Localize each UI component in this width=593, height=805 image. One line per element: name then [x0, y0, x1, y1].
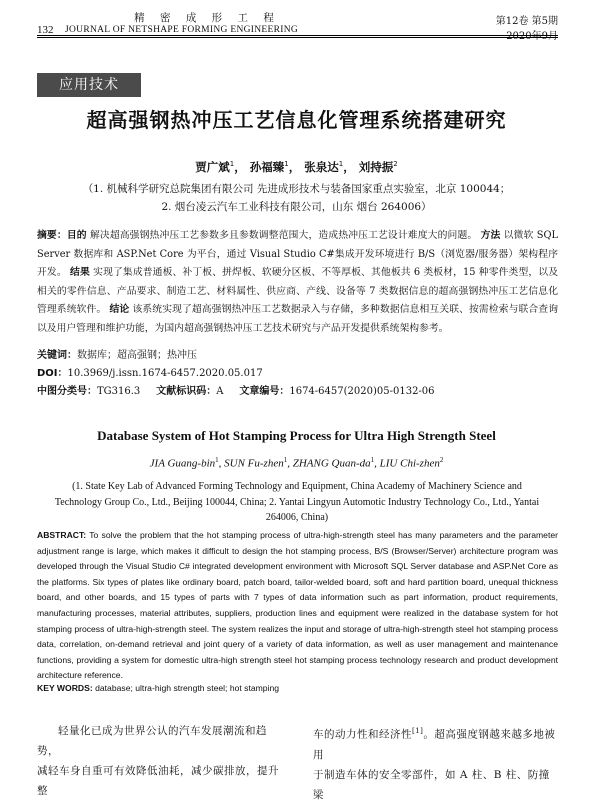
- keywords-en-value: database; ultra-high strength steel; hot stamping: [95, 683, 280, 693]
- method-label: 方法: [480, 230, 501, 241]
- author-name-en: SUN Fu-zhen: [224, 457, 284, 470]
- purpose-label: 目的: [66, 230, 87, 241]
- author-aff-en: 2: [439, 456, 444, 464]
- header-rule: [37, 35, 558, 36]
- author-name-en: LIU Chi-zhen: [379, 457, 440, 470]
- author-aff: 1: [229, 160, 235, 169]
- page-number: 132: [37, 24, 54, 36]
- running-header: [37, 8, 558, 56]
- affiliation-cn-line: （1. 机械科学研究总院集团有限公司 先进成形技术与装备国家重点实验室，北京 100044；: [82, 183, 511, 195]
- authors-en: JIA Guang-bin$^1$, SUN Fu-zhen$^1$, ZHANG Quan-$da^1$, LIU Chi-zhen$^2$: [149, 456, 444, 470]
- abstract-conclusion: 该系统实现了超高强钢热冲压工艺数据录入与存储，多种数据信息相互关联、按需检索与联合查询以及用户管理和维护功能，为国内超高强钢热冲压工艺技术研究与产品开发提供系统架构参考。: [37, 304, 558, 334]
- body-column-right: [313, 721, 558, 805]
- abstract-method: 以微软 SQL Server 数据库和 ASP.Net Core 为平台，通过 Visual Studio C#集成开发环境进行 B/S（浏览器/服务器）架构程序开发。: [37, 230, 559, 279]
- article-number-label: 文章编号：: [239, 386, 290, 397]
- author-name-en: JIA Guang-bin: [149, 457, 216, 470]
- abstract-label: 摘要：: [37, 230, 67, 241]
- citation-ref: [1]: [412, 727, 424, 735]
- body-line: 于制造车体的安全零部件，如 A 柱、B 柱、防撞梁: [313, 768, 550, 801]
- author-name-en: ZHANG Quan-da: [292, 457, 371, 470]
- journal-name-cn: 精 密 成 形 工 程: [134, 12, 280, 24]
- doi-label: DOI：: [37, 368, 68, 379]
- author-aff-en: 1: [215, 456, 219, 464]
- header-rule-thin: [37, 37, 558, 38]
- affiliation-cn-line: 2. 烟台凌云汽车工业科技有限公司，山东 烟台 264006）: [161, 201, 432, 213]
- author-name: 张泉达: [304, 160, 339, 174]
- clc-label: 中图分类号：: [37, 386, 97, 397]
- doi-line: [37, 364, 263, 379]
- abstract-cn: [37, 227, 558, 339]
- author-name: 孙福臻: [249, 160, 285, 174]
- title-en: Database System of Hot Stamping Process for Ultra High Strength Steel: [97, 428, 496, 443]
- author-aff: 2: [393, 160, 398, 169]
- body-column-left: [37, 721, 282, 801]
- author-aff: 1: [284, 160, 289, 169]
- author-name: 贾广斌: [195, 160, 230, 174]
- article-number-value: 1674-6457(2020)05-0132-06: [289, 386, 435, 397]
- body-text: 。超高强度钢越来越多地被用: [313, 728, 556, 761]
- authors-cn: 贾广斌$^1$， 孙福臻$^1$， 张泉达$^1$， 刘持振$^2$: [195, 160, 398, 174]
- keywords-en-label: KEY WORDS:: [37, 683, 93, 693]
- issue-date: 2020年9月: [506, 31, 558, 42]
- abstract-en-label: ABSTRACT:: [37, 530, 87, 540]
- author-aff-en: 1: [283, 456, 288, 464]
- author-name: 刘持振: [358, 160, 394, 174]
- keywords-cn: [37, 346, 197, 361]
- keywords-value: 数据库；超高强钢；热冲压: [77, 350, 197, 361]
- title-cn: 超高强钢热冲压工艺信息化管理系统搭建研究: [86, 108, 507, 132]
- conclusion-label: 结论: [109, 304, 130, 316]
- result-label: 结果: [70, 267, 90, 279]
- keywords-en: [37, 683, 279, 693]
- section-tag: 应用技术: [37, 73, 141, 97]
- keywords-label: 关键词：: [37, 350, 77, 361]
- affiliation-en: (1. State Key Lab of Advanced Forming Technology and Equipment, China Academy of Machinery Science and Technology Group Co., Ltd., Beijing 100044, China; 2. Yantai Lingyun Automotic Industry Technology Co., Ltd., Yantai 264006, China): [54, 481, 540, 523]
- classification-line: [37, 382, 435, 397]
- doi-value: 10.3969/j.issn.1674-6457.2020.05.017: [67, 368, 263, 379]
- doc-code-value: A: [216, 386, 224, 397]
- abstract-en: [37, 528, 558, 684]
- volume-issue: 第12卷 第5期: [495, 16, 558, 27]
- abstract-result: 实现了集成普通板、补丁板、拼焊板、软硬分区板、不等厚板、其他板共 6 类板材，15 种零件类型，以及相关的零件信息、产品要求、制造工艺、材料属性、供应商、产线、设备等 7 类数据信息的超高强钢热冲压工艺信息化管理系统软件。: [37, 267, 559, 316]
- abstract-en-text: To solve the problem that the hot stamping process of ultra-high-strength steel has many parameters and the parameter adjustment range is large, which makes it difficult to design the hot stamping process, B/S (Browser/Server) architecture program was developed through the Visual Studio C# integrated development environment with Microsoft SQL Server database and ASP.Net Core as the platforms. Six types of plates like ordinary board, patch board, tailor-welded board, soft and hard partition board, unequal thickness board, and other boards, and 15 types of parts with 7 types of data information such as part information, product requirements, manufacturing processes, material attributes, suppliers, production lines and equipment were realized in the database system for hot stamping process of ultra-high-strength steel. The system realizes the input and storage of ultra-high-strength steel hot stamping process data, correlation, on-demand retrieval and joint query of a variety of data information, as well as user management and maintenance functions, providing a system for domestic ultra-high strength steel hot stamping process technology research and product development architecture reference.: [37, 530, 558, 681]
- abstract-purpose: 解决超高强钢热冲压工艺参数多且参数调整范围大，造成热冲压工艺设计难度大的问题。: [89, 230, 478, 241]
- journal-name-en: JOURNAL OF NETSHAPE FORMING ENGINEERING: [65, 25, 299, 35]
- body-text: 车的动力性和经济性: [313, 728, 412, 741]
- body-line: [313, 721, 558, 765]
- author-aff: 1: [338, 160, 344, 169]
- doc-code-label: 文献标识码：: [156, 386, 217, 397]
- body-line: 减轻车身自重可有效降低油耗，减少碳排放，提升整: [37, 765, 279, 797]
- clc-value: TG316.3: [97, 386, 141, 397]
- body-line: 轻量化已成为世界公认的汽车发展潮流和趋势，: [37, 725, 267, 757]
- author-aff-en: 1: [370, 456, 375, 464]
